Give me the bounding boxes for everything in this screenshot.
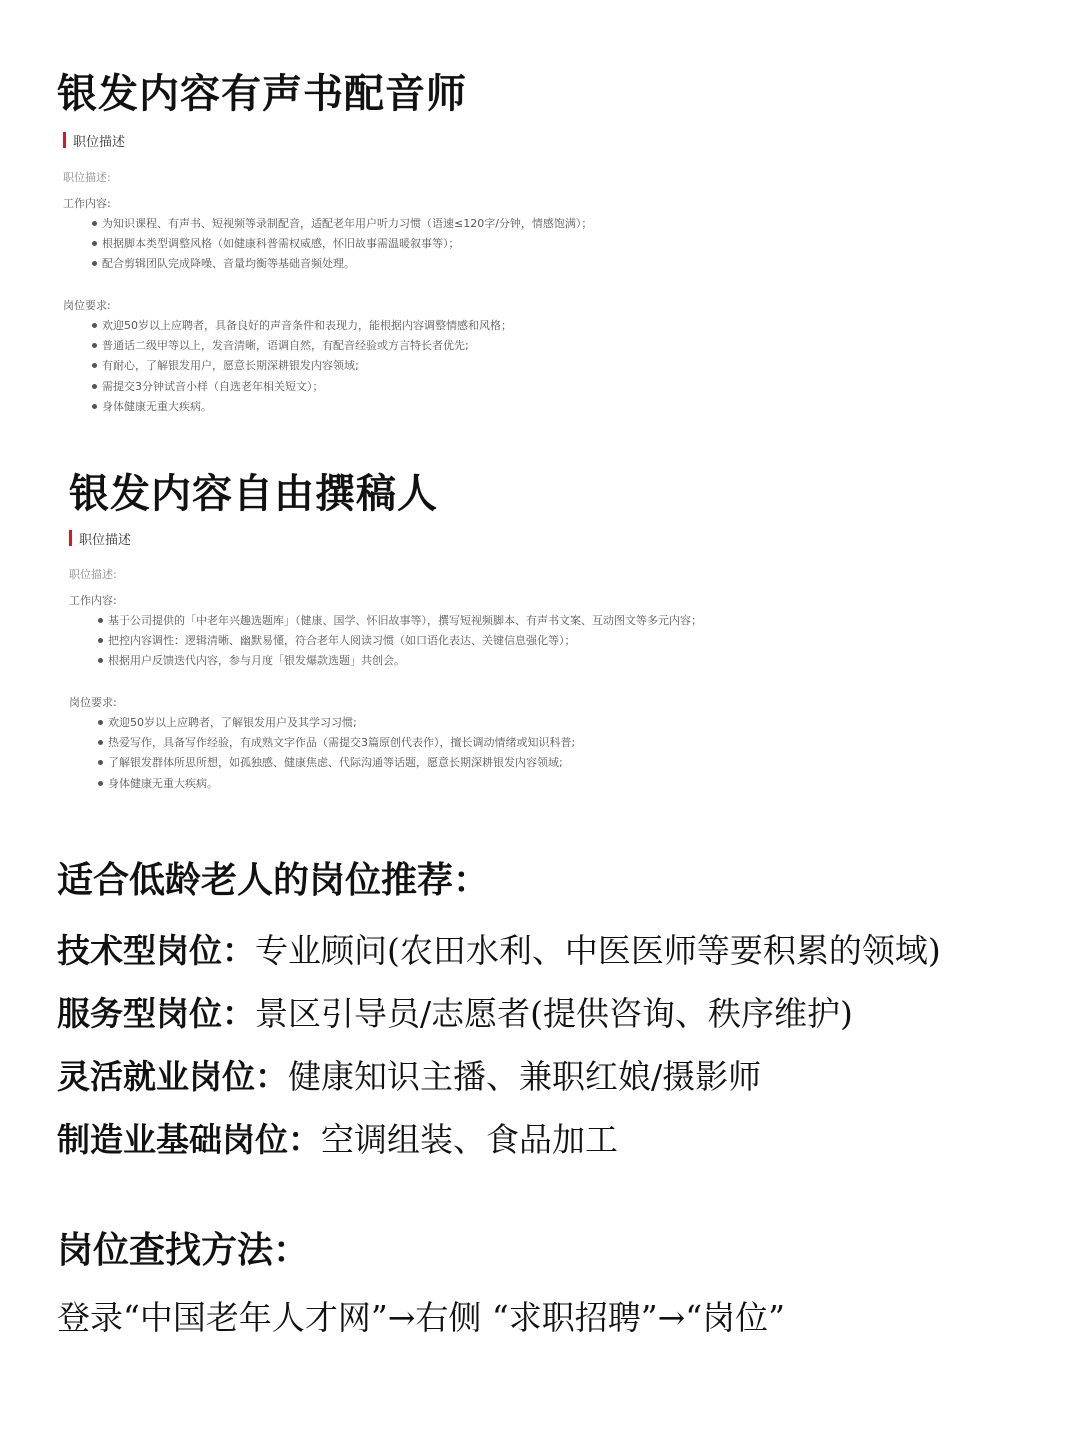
job-title: 银发内容有声书配音师 (57, 70, 467, 117)
method-heading: 岗位查找方法： (57, 1229, 310, 1271)
list-item: 热爱写作，具备写作经验，有成熟文字作品（需提交3篇原创代表作），擅长调动情绪或知识科普; (98, 736, 575, 756)
list-item: 需提交3分钟试音小样（自选老年相关短文）； (92, 380, 512, 400)
recommend-label: 制造业基础岗位： (57, 1120, 321, 1159)
list-item: 欢迎50岁以上应聘者，具备良好的声音条件和表现力，能根据内容调整情感和风格； (92, 319, 512, 339)
list-item: 把控内容调性：逻辑清晰、幽默易懂，符合老年人阅读习惯（如口语化表达、关键信息强化等）； (98, 634, 702, 654)
work-list (98, 614, 702, 675)
recommend-value: 健康知识主播、兼职红娘/摄影师 (288, 1057, 762, 1096)
recommend-value: 景区引导员/志愿者(提供咨询、秩序维护) (255, 994, 853, 1033)
recommend-value: 专业顾问(农田水利、中医医师等要积累的领域) (255, 931, 941, 970)
work-label: 工作内容: (63, 197, 111, 210)
recommend-label: 灵活就业岗位： (57, 1057, 288, 1096)
recommend-list (57, 925, 941, 1177)
req-list (98, 716, 575, 797)
recommend-label: 技术型岗位： (57, 931, 255, 970)
list-item: 了解银发群体所思所想，如孤独感、健康焦虑、代际沟通等话题，愿意长期深耕银发内容领域; (98, 756, 575, 776)
req-list (92, 319, 512, 420)
list-item: 为知识课程、有声书、短视频等录制配音，适配老年用户听力习惯（语速≤120字/分钟，情感饱满）； (92, 217, 592, 237)
list-item: 基于公司提供的「中老年兴趣选题库」（健康、国学、怀旧故事等），撰写短视频脚本、有声书文案、互动图文等多元内容； (98, 614, 702, 634)
recommend-value: 空调组装、食品加工 (321, 1120, 618, 1159)
list-item: 普通话二级甲等以上，发音清晰，语调自然，有配音经验或方言特长者优先; (92, 339, 512, 359)
section-tag (69, 529, 131, 547)
req-label: 岗位要求: (63, 299, 111, 312)
tag-label: 职位描述 (73, 134, 126, 150)
recommend-row (57, 1114, 941, 1177)
method-text: 登录“中国老年人才网”→右侧 “求职招聘”→“岗位” (57, 1298, 786, 1337)
desc-label: 职位描述: (63, 171, 111, 184)
recommend-row (57, 988, 941, 1051)
list-item: 身体健康无重大疾病。 (92, 400, 512, 420)
work-label: 工作内容: (69, 594, 117, 607)
section-tag (63, 131, 125, 149)
job-title: 银发内容自由撰稿人 (69, 470, 438, 517)
list-item: 身体健康无重大疾病。 (98, 777, 575, 797)
tag-accent-bar (69, 530, 72, 546)
req-label: 岗位要求: (69, 696, 117, 709)
list-item: 根据用户反馈迭代内容，参与月度「银发爆款选题」共创会。 (98, 654, 702, 674)
list-item: 欢迎50岁以上应聘者，了解银发用户及其学习习惯; (98, 716, 575, 736)
work-list (92, 217, 592, 278)
list-item: 根据脚本类型调整风格（如健康科普需权威感，怀旧故事需温暖叙事等）； (92, 237, 592, 257)
list-item: 有耐心，了解银发用户，愿意长期深耕银发内容领域; (92, 359, 512, 379)
tag-label: 职位描述 (79, 532, 132, 548)
recommend-label: 服务型岗位： (57, 994, 255, 1033)
recommend-heading: 适合低龄老人的岗位推荐： (57, 859, 490, 901)
recommend-row (57, 925, 941, 988)
desc-label: 职位描述: (69, 568, 117, 581)
tag-accent-bar (63, 132, 66, 148)
list-item: 配合剪辑团队完成降噪、音量均衡等基础音频处理。 (92, 257, 592, 277)
recommend-row (57, 1051, 941, 1114)
